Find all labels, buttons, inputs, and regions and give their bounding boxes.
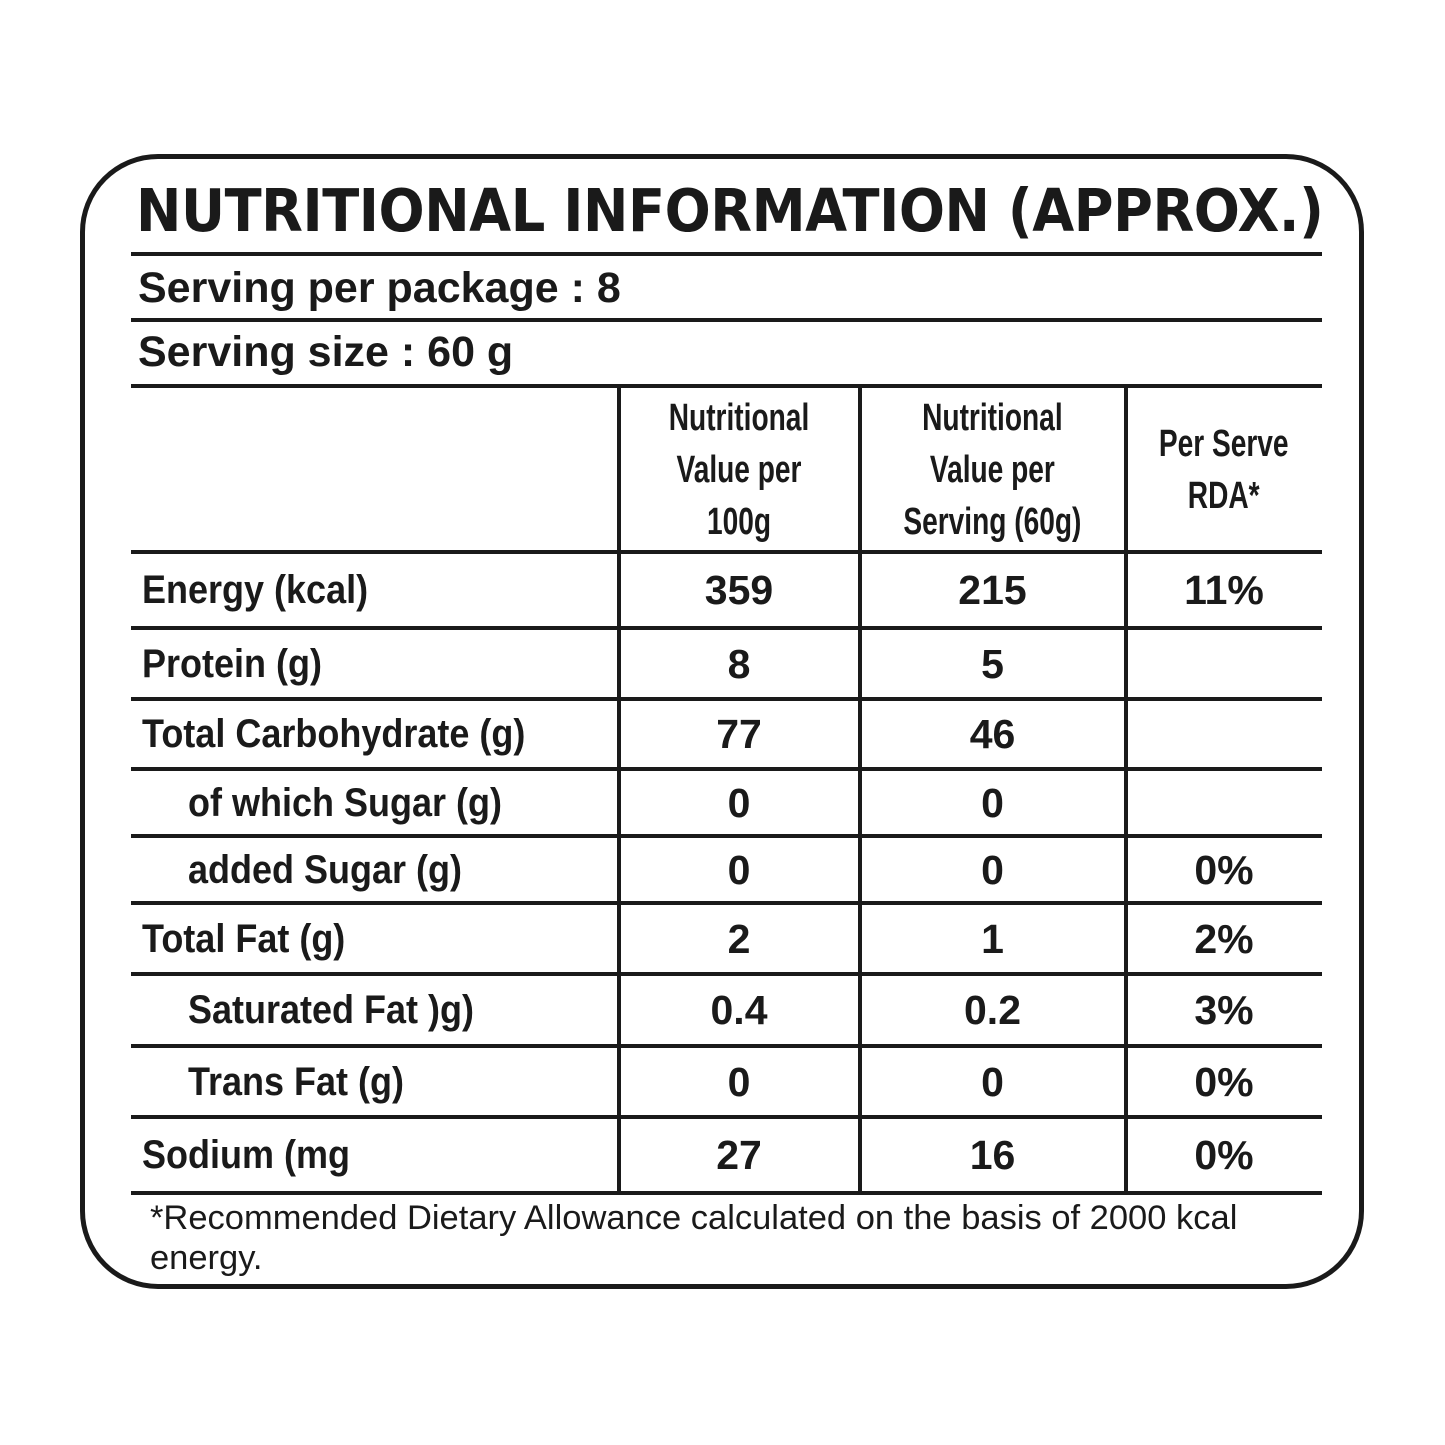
nutrient-label: added Sugar (g) — [188, 847, 463, 892]
value-rda: 2% — [1194, 915, 1254, 962]
serving-per-package: Serving per package : 8 — [138, 264, 621, 312]
column-header-line: Serving (60g) — [903, 501, 1082, 543]
column-header-line: Per Serve — [1159, 423, 1289, 465]
nutrient-label: Sodium (mg — [142, 1132, 350, 1177]
value-rda: 0% — [1194, 1058, 1254, 1105]
nutrient-label: Total Carbohydrate (g) — [142, 712, 526, 756]
value-per100: 0 — [727, 779, 751, 826]
value-perServing: 215 — [958, 566, 1027, 613]
value-per100: 0.4 — [710, 987, 768, 1033]
value-perServing: 5 — [981, 640, 1004, 687]
row-divider — [131, 1191, 1322, 1195]
rda-footnote: *Recommended Dietary Allowance calculated on the basis of 2000 kcal energy. — [150, 1199, 1238, 1277]
value-perServing: 0 — [981, 1058, 1004, 1105]
value-per100: 2 — [727, 915, 751, 962]
serving-size-divider — [131, 384, 1322, 388]
column-divider — [617, 388, 621, 1191]
value-rda — [1126, 701, 1322, 768]
column-header-text — [1149, 418, 1300, 522]
serving-size: Serving size : 60 g — [138, 328, 514, 376]
nutrient-label: Saturated Fat )g) — [188, 988, 475, 1032]
nutrient-label: Energy (kcal) — [142, 567, 369, 612]
value-perServing: 1 — [981, 915, 1004, 962]
title-divider — [131, 252, 1322, 256]
value-per100: 27 — [716, 1131, 762, 1178]
column-header-text — [657, 392, 820, 548]
nutrient-label: of which Sugar (g) — [188, 780, 502, 825]
value-per100: 359 — [704, 566, 774, 613]
column-divider — [1124, 388, 1128, 1191]
value-perServing: 16 — [969, 1131, 1016, 1178]
value-rda: 3% — [1194, 987, 1254, 1033]
value-rda: 0% — [1194, 1131, 1254, 1178]
value-per100: 0 — [727, 846, 751, 893]
value-perServing: 0 — [981, 779, 1004, 826]
column-header-line: Value per — [930, 449, 1055, 491]
value-rda — [1126, 630, 1322, 698]
column-divider — [858, 388, 862, 1191]
column-header-1 — [619, 390, 859, 550]
nutrient-label: Total Fat (g) — [142, 916, 346, 961]
value-perServing: 0 — [981, 846, 1004, 893]
column-header-line: Nutritional — [668, 397, 810, 439]
value-perServing: 46 — [969, 711, 1016, 757]
column-header-text — [889, 392, 1096, 548]
nutrient-label: Trans Fat (g) — [188, 1059, 405, 1104]
value-per100: 8 — [727, 640, 751, 687]
value-per100: 0 — [727, 1058, 751, 1105]
nutrient-label: Protein (g) — [142, 641, 322, 686]
value-rda — [1126, 771, 1322, 835]
value-rda: 11% — [1184, 566, 1264, 613]
column-header-line: RDA* — [1188, 475, 1260, 517]
value-perServing: 0.2 — [964, 987, 1021, 1033]
column-header-2 — [860, 390, 1125, 550]
value-per100: 77 — [716, 711, 762, 757]
label-title: NUTRITIONAL INFORMATION (APPROX.) — [136, 176, 1324, 245]
column-header-line: Nutritional — [922, 397, 1063, 439]
value-rda: 0% — [1194, 846, 1254, 893]
column-header-3 — [1126, 390, 1322, 550]
column-header-line: Value per — [676, 449, 802, 491]
column-header-line: 100g — [706, 501, 772, 543]
